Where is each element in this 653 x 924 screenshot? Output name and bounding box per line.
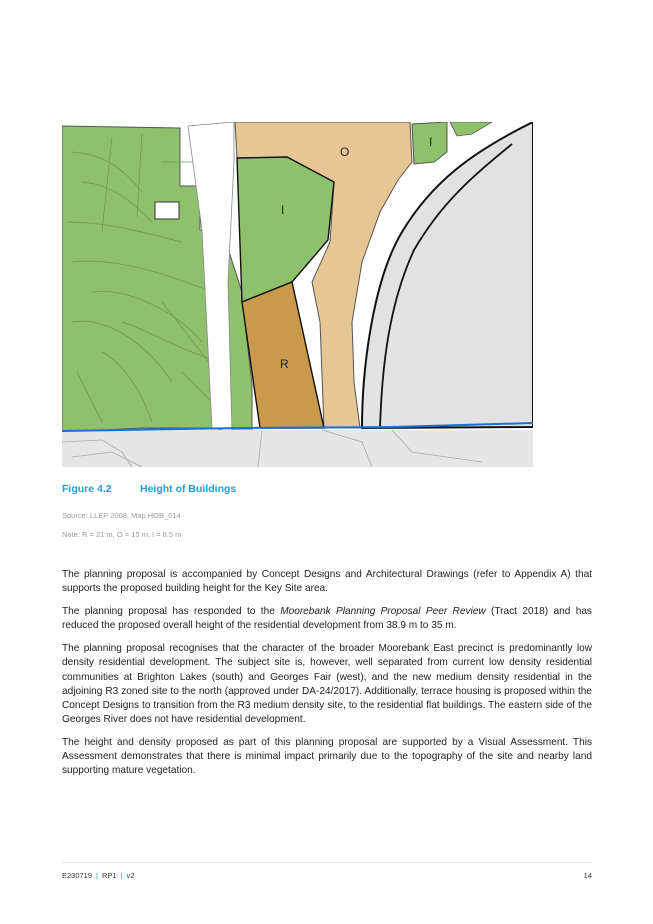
footer-divider (62, 862, 592, 863)
white-lot (155, 202, 179, 219)
zone-label-i-north: I (429, 135, 433, 149)
peer-review-title: Moorebank Planning Proposal Peer Review (280, 606, 486, 618)
version: v2 (126, 871, 135, 880)
figure-source: Source: LLEP 2008, Map HOB_014 (62, 511, 181, 520)
zone-label-o: O (340, 145, 350, 159)
figure-number: Figure 4.2 (62, 483, 112, 495)
paragraph-4: The height and density proposed as part of this planning proposal are supported by a Visual Assessment. This Assessment demonstrates that there is minimal impact primarily due to the topography of the site and nearby land supporting mature vegetation. (62, 736, 592, 777)
paragraph-1: The planning proposal is accompanied by Concept Designs and Architectural Drawings (refer to Appendix A) that supports the proposed building height for the Key Site area. (62, 569, 592, 595)
report-id: RP1 (101, 871, 117, 880)
paragraph-3: The planning proposal recognises that the character of the broader Moorebank East precinct is predominantly low density residential development. The subject site is, however, well separated from current low density residential communities at Brighton Lakes (south) and Georges Fair (west), and the new medium density residential in the adjoining R3 zoned site to the north (approved under DA-24/2017). Additionally, terrace housing is proposed within the Concept Designs to transition from the R3 medium density site, to the residential flat buildings. The eastern side of the Georges River does not have residential development. (62, 643, 592, 725)
figure-title: Height of Buildings (140, 483, 237, 495)
doc-id: E230719 (62, 871, 93, 880)
footer-separator: | (120, 871, 123, 880)
body-text (62, 568, 592, 787)
zone-label-r: R (280, 357, 289, 371)
page-footer (62, 871, 592, 880)
page-number: 14 (583, 871, 592, 880)
map-svg (62, 122, 533, 467)
height-of-buildings-map (62, 122, 533, 467)
footer-separator: | (96, 871, 98, 880)
figure-caption (62, 483, 236, 495)
paragraph-2: The planning proposal has responded to the Moorebank Planning Proposal Peer Review (Tract 2018) and has reduced the proposed overall height of the residential development from 38.9 m to 35 m. (62, 606, 592, 632)
figure-note: Note: R = 21 m, O = 15 m; I = 8.5 m (62, 530, 182, 539)
zone-label-i-center: I (281, 203, 285, 217)
